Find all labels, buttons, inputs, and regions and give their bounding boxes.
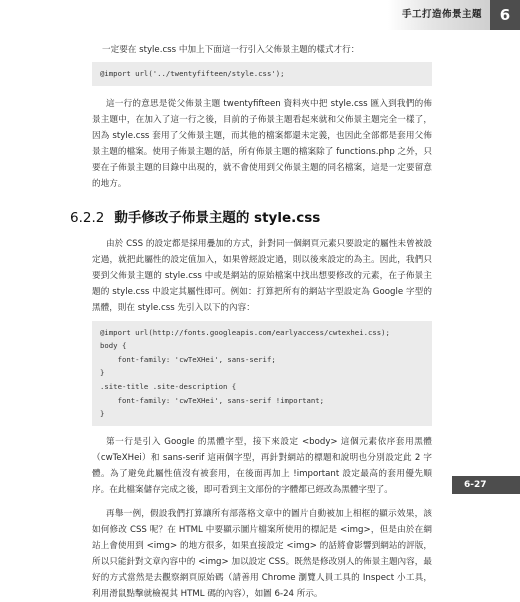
paragraph-font-explanation: 第一行是引入 Google 的黑體字型，接下來設定 <body> 這個元素依序套用黑體（cwTeXHei）和 sans-serif 這兩個字型，再針對網站的標題和說明也分別設定此 2 字體。為了避免此屬性值沒有被套用，在後面再加上 !important 設定最高的套用優先順序。在此檔案儲存完成之後，即可看到主文部份的字體都已經改為黑體字型了。	[92, 436, 432, 495]
page-content	[70, 42, 432, 602]
paragraph-import-explanation: 這一行的意思是從父佈景主題 twentyfifteen 資料夾中把 style.css 匯入到我們的佈景主題中，在加入了這一行之後，目前的子佈景主題看起來就和父佈景主題完全一樣了，因為 style.css 套用了父佈景主題，而其他的檔案都還未定義，也因此全部都是套用父佈景主題的檔案。使用子佈景主題的話，所有佈景主題的檔案除了 functions.php 之外，只要在子佈景主題的目錄中出現的，就不會使用到父佈景主題的同名檔案，這是一定要留意的地方。	[92, 98, 432, 189]
section-number: 6.2.2	[70, 209, 105, 226]
code-line: }	[100, 368, 105, 378]
code-line: .site-title .site-description {	[100, 381, 237, 391]
page-number: 6-27	[452, 476, 520, 494]
section-heading	[70, 206, 432, 226]
section-title: 動手修改子佈景主題的 style.css	[114, 209, 321, 226]
code-line: @import url('../twentyfifteen/style.css');	[100, 69, 285, 78]
code-line: @import url(http://fonts.googleapis.com/earlyaccess/cwtexhei.css);	[100, 327, 390, 337]
paragraph-import-intro: 一定要在 style.css 中加上下面這一行引入父佈景主題的樣式才行：	[102, 45, 360, 55]
chapter-number-badge: 6	[490, 0, 520, 30]
code-line: }	[100, 409, 105, 419]
code-block-font	[92, 321, 432, 426]
running-header-title: 手工打造佈景主題	[388, 0, 490, 30]
code-block-import	[92, 62, 432, 86]
page-header	[388, 0, 520, 30]
code-line: body {	[100, 341, 127, 351]
paragraph-css-cascade: 由於 CSS 的設定都是採用疊加的方式，針對同一個網頁元素只要設定的屬性未曾被設定過，就把此屬性的設定值加入，如果曾經設定過，則以後來設定的為主。因此，我們只要到父佈景主題的 style.css 中或是網站的原始檔案中找出想要修改的元素，在子佈景主題的 style.css 中設定其屬性即可。例如：打算把所有的網站字型設定為 Google 字型的黑體，則在 style.css 先引入以下的內容：	[92, 238, 432, 313]
paragraph-image-frame: 再舉一例，假設我們打算讓所有部落格文章中的圖片自動被加上相框的顯示效果，該如何修改 CSS 呢？在 HTML 中要顯示圖片檔案所使用的標記是 <img>，但是由於在網站上會使用到 <img> 的地方很多，如果直接設定 <img> 的話將會影響到網站的評版，所以只能針對文章內容中的 <img> 加以設定 CSS。既然是修改別人的佈景主題內容，最好的方式當然是去觀察網頁原始碼（請善用 Chrome 瀏覽人員工具的 Inspect 小工具，利用滑鼠點擊就檢視其 HTML 碼的內容），如圖 6-24 所示。	[92, 508, 432, 599]
code-line: font-family: 'cwTeXHei', sans-serif !important;	[100, 395, 325, 405]
code-line: font-family: 'cwTeXHei', sans-serif;	[100, 354, 276, 364]
